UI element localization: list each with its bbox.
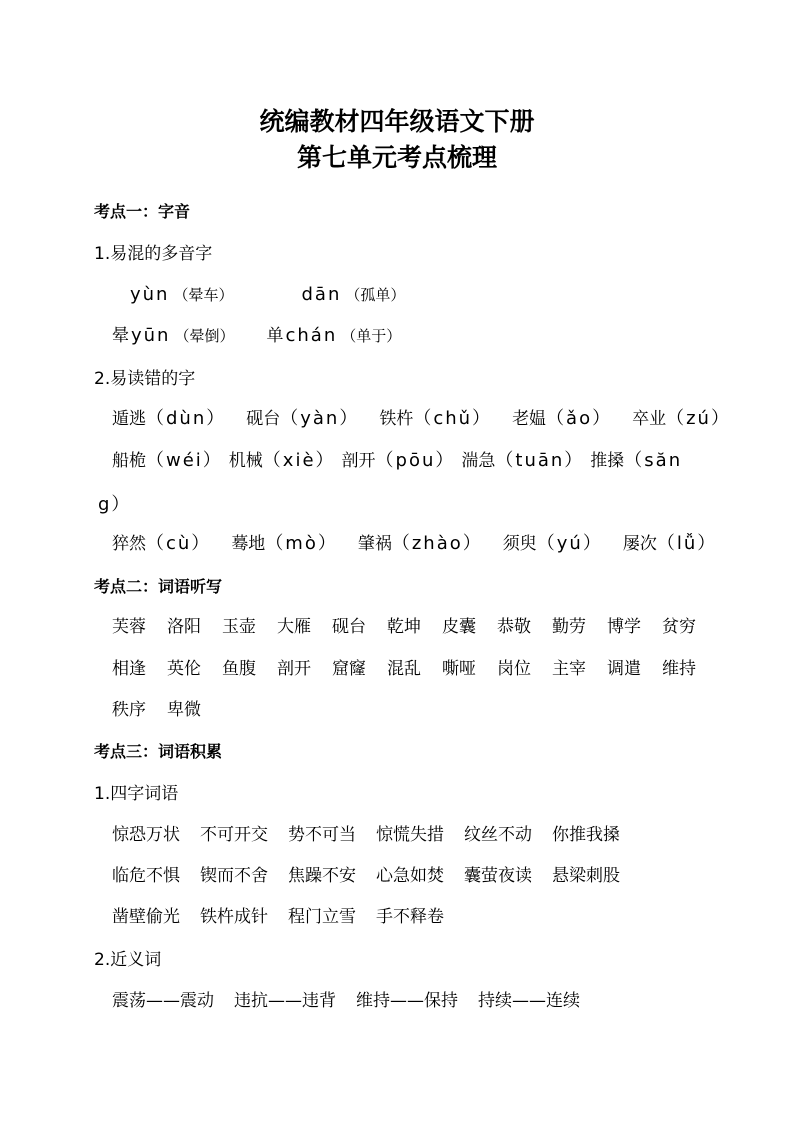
doc-subtitle: 第七单元考点梳理 <box>296 143 497 172</box>
section1-sub1: 1.易混的多音字 <box>94 244 213 264</box>
word: 卒业 <box>632 409 667 429</box>
synonym-row <box>112 989 600 1013</box>
word: 大雁 <box>277 617 311 637</box>
pinyin: （zhào） <box>391 533 483 554</box>
word: 维持 <box>662 659 696 679</box>
char: 单 <box>266 326 284 346</box>
idiom: 铁杵成针 <box>200 907 268 927</box>
synonym-pair: 维持——保持 <box>356 991 458 1011</box>
word: 主宰 <box>552 659 586 679</box>
word: 乾坤 <box>387 617 421 637</box>
word: 鱼腹 <box>222 659 256 679</box>
synonym-pair: 震荡——震动 <box>112 991 214 1011</box>
hard-row-2 <box>112 449 682 473</box>
word: 芙蓉 <box>112 617 146 637</box>
word: 卑微 <box>167 700 201 720</box>
word: 砚台 <box>246 409 281 429</box>
word: 剖开 <box>277 659 311 679</box>
idiom: 惊恐万状 <box>112 825 180 845</box>
word: （单于） <box>341 327 402 345</box>
idiom: 囊萤夜读 <box>464 866 532 886</box>
pinyin: （săn <box>624 450 683 471</box>
idiom: 不可开交 <box>200 825 268 845</box>
idiom-row-1 <box>112 823 640 847</box>
word: 博学 <box>607 617 641 637</box>
section3-sub1: 1.四字词语 <box>94 784 179 804</box>
section3-sub2: 2.近义词 <box>94 950 162 970</box>
pinyin: （tuān） <box>495 450 585 471</box>
synonym-pair: 持续——连续 <box>478 991 580 1011</box>
word: 嘶哑 <box>442 659 476 679</box>
idiom: 惊慌失措 <box>376 825 444 845</box>
idiom-row-2 <box>112 864 640 888</box>
pinyin: yūn <box>131 325 171 346</box>
word: 玉壶 <box>222 617 256 637</box>
idiom: 纹丝不动 <box>464 825 532 845</box>
word: 洛阳 <box>167 617 201 637</box>
word: 猝然 <box>112 534 146 554</box>
pinyin: （dùn） <box>146 408 227 429</box>
idiom: 程门立雪 <box>288 907 356 927</box>
word: 须臾 <box>502 534 537 554</box>
hard-row-2-wrap: g） <box>98 494 132 515</box>
pinyin: （chǔ） <box>413 408 493 429</box>
hard-row-1 <box>112 407 751 431</box>
word: 勤劳 <box>552 617 586 637</box>
polyphone-row-2 <box>112 324 421 348</box>
idiom: 势不可当 <box>288 825 356 845</box>
word: 推搡 <box>590 451 625 471</box>
char: 晕 <box>112 326 129 346</box>
word: 船桅 <box>112 451 146 471</box>
pinyin: （ǎo） <box>546 408 613 429</box>
word: 湍急 <box>461 451 496 471</box>
pinyin: （yú） <box>536 533 603 554</box>
idiom: 手不释卷 <box>376 907 444 927</box>
word: 混乱 <box>387 659 421 679</box>
word: 剖开 <box>341 451 376 471</box>
section1-sub2: 2.易读错的字 <box>94 369 196 389</box>
pinyin: （lǚ） <box>656 533 718 554</box>
word: （孤单） <box>345 286 406 304</box>
section2-heading: 考点二：词语听写 <box>94 577 223 596</box>
word: 恭敬 <box>497 617 531 637</box>
word: 肇祸 <box>357 534 392 554</box>
word: 秩序 <box>112 700 146 720</box>
word: 砚台 <box>332 617 366 637</box>
polyphone-row-1 <box>130 283 425 307</box>
word: （晕倒） <box>174 327 235 345</box>
pinyin: yùn <box>130 284 170 305</box>
idiom: 锲而不舍 <box>200 866 268 886</box>
idiom-row-3 <box>112 905 464 929</box>
idiom: 心急如焚 <box>376 866 444 886</box>
dictation-row-1 <box>112 615 717 639</box>
word: 蓦地 <box>231 534 266 554</box>
idiom: 你推我搡 <box>552 825 620 845</box>
idiom: 临危不惧 <box>112 866 180 886</box>
idiom: 凿壁偷光 <box>112 907 180 927</box>
word: 屡次 <box>622 534 657 554</box>
word: 铁杵 <box>379 409 414 429</box>
word: 调遣 <box>607 659 641 679</box>
word: 窟窿 <box>332 659 366 679</box>
word: 相逢 <box>112 659 146 679</box>
word: 机械 <box>228 451 263 471</box>
pinyin: dān <box>301 284 342 305</box>
pinyin: （zú） <box>666 408 731 429</box>
pinyin: （wéi） <box>146 450 223 471</box>
hard-row-3 <box>112 532 737 556</box>
section3-heading: 考点三：词语积累 <box>94 742 223 761</box>
word: 皮囊 <box>442 617 476 637</box>
word: 贫穷 <box>662 617 696 637</box>
word: 英伦 <box>167 659 201 679</box>
section1-heading: 考点一：字音 <box>94 202 191 221</box>
idiom: 悬梁刺股 <box>552 866 620 886</box>
pinyin: （xiè） <box>262 450 336 471</box>
pinyin: （mò） <box>265 533 338 554</box>
pinyin: （pōu） <box>375 450 456 471</box>
word: （晕车） <box>173 286 234 304</box>
word: 遁逃 <box>112 409 146 429</box>
pinyin: chán <box>285 325 338 346</box>
dictation-row-2 <box>112 657 717 681</box>
pinyin: （yàn） <box>280 408 360 429</box>
pinyin: （cù） <box>146 533 212 554</box>
dictation-row-3 <box>112 698 222 722</box>
synonym-pair: 违抗——违背 <box>234 991 336 1011</box>
idiom: 焦躁不安 <box>288 866 356 886</box>
word: 老媪 <box>512 409 547 429</box>
doc-title: 统编教材四年级语文下册 <box>259 107 535 136</box>
word: 岗位 <box>497 659 531 679</box>
